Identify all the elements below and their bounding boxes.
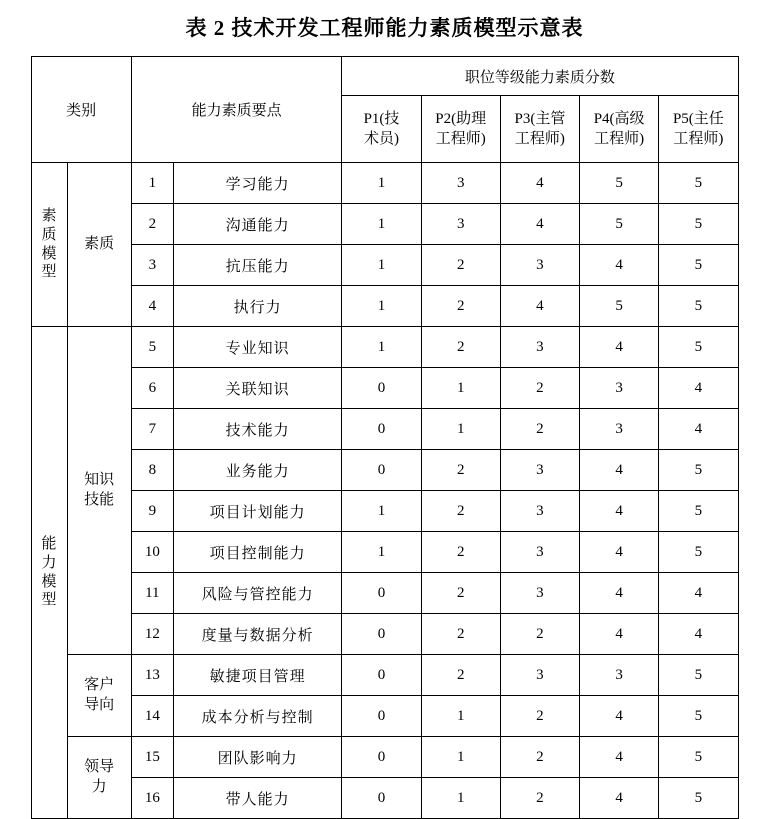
page-title: 表 2 技术开发工程师能力素质模型示意表 (185, 16, 584, 40)
header-level-p4-line1: P4(高级 (593, 110, 645, 127)
header-level-p2-line1: P2(助理 (435, 110, 487, 127)
table-header-row-1 (31, 57, 738, 96)
score-p3: 3 (500, 245, 579, 286)
score-p4: 5 (580, 204, 659, 245)
score-p1: 0 (342, 573, 421, 614)
header-level-p3 (500, 96, 579, 163)
row-index: 9 (131, 491, 173, 532)
score-p1: 0 (342, 614, 421, 655)
row-item: 项目控制能力 (173, 532, 341, 573)
row-item: 沟通能力 (173, 204, 341, 245)
score-p4: 4 (580, 327, 659, 368)
group-cell-3: 领导 力 (67, 737, 131, 819)
score-p4: 4 (580, 245, 659, 286)
score-p3: 3 (500, 532, 579, 573)
row-index: 3 (131, 245, 173, 286)
score-p4: 3 (580, 409, 659, 450)
row-index: 8 (131, 450, 173, 491)
row-item: 专业知识 (173, 327, 341, 368)
row-index: 12 (131, 614, 173, 655)
score-p1: 1 (342, 532, 421, 573)
header-level-p2 (421, 96, 500, 163)
score-p5: 5 (659, 204, 738, 245)
score-p5: 4 (659, 409, 738, 450)
row-item: 学习能力 (173, 163, 341, 204)
header-level-p1-line1: P1(技 (363, 110, 400, 127)
score-p4: 4 (580, 573, 659, 614)
score-p5: 5 (659, 737, 738, 778)
row-item: 执行力 (173, 286, 341, 327)
score-p5: 5 (659, 286, 738, 327)
header-level-p1-line2: 术员) (363, 131, 399, 147)
score-p2: 3 (421, 163, 500, 204)
header-level-p4-line2: 工程师) (594, 131, 645, 147)
header-level-group: 职位等级能力素质分数 (342, 57, 738, 96)
table-row (31, 491, 738, 532)
table-row (31, 163, 738, 204)
score-p1: 0 (342, 655, 421, 696)
score-p1: 0 (342, 450, 421, 491)
row-item: 业务能力 (173, 450, 341, 491)
score-p5: 5 (659, 163, 738, 204)
row-index: 16 (131, 778, 173, 819)
row-index: 2 (131, 204, 173, 245)
score-p2: 2 (421, 614, 500, 655)
score-p3: 2 (500, 614, 579, 655)
score-p4: 4 (580, 778, 659, 819)
score-p2: 2 (421, 286, 500, 327)
row-index: 14 (131, 696, 173, 737)
score-p3: 3 (500, 450, 579, 491)
table-row (31, 532, 738, 573)
score-p5: 5 (659, 696, 738, 737)
score-p2: 2 (421, 532, 500, 573)
table-row (31, 245, 738, 286)
score-p2: 2 (421, 450, 500, 491)
score-p4: 4 (580, 696, 659, 737)
score-p1: 0 (342, 368, 421, 409)
competency-matrix-table (31, 56, 739, 819)
score-p4: 5 (580, 286, 659, 327)
row-item: 抗压能力 (173, 245, 341, 286)
header-level-p3-line1: P3(主管 (514, 110, 566, 127)
row-index: 15 (131, 737, 173, 778)
score-p3: 3 (500, 491, 579, 532)
score-p1: 0 (342, 696, 421, 737)
table-row (31, 573, 738, 614)
table-row (31, 327, 738, 368)
score-p3: 4 (500, 286, 579, 327)
score-p1: 1 (342, 491, 421, 532)
score-p2: 2 (421, 245, 500, 286)
score-p5: 5 (659, 245, 738, 286)
header-level-p5-line2: 工程师) (673, 131, 724, 147)
row-index: 6 (131, 368, 173, 409)
score-p4: 5 (580, 163, 659, 204)
score-p2: 2 (421, 491, 500, 532)
header-level-p2-line2: 工程师) (435, 131, 486, 147)
score-p1: 1 (342, 163, 421, 204)
model-cell-0: 素 质 模 型 (31, 163, 67, 327)
table-row (31, 409, 738, 450)
table-row (31, 737, 738, 778)
score-p4: 4 (580, 737, 659, 778)
score-p4: 4 (580, 532, 659, 573)
score-p3: 2 (500, 778, 579, 819)
score-p1: 1 (342, 245, 421, 286)
score-p5: 4 (659, 614, 738, 655)
score-p5: 5 (659, 491, 738, 532)
group-cell-0: 素质 (67, 163, 131, 327)
row-item: 风险与管控能力 (173, 573, 341, 614)
group-cell-2: 客户 导向 (67, 655, 131, 737)
score-p3: 2 (500, 409, 579, 450)
table-row (31, 450, 738, 491)
row-item: 关联知识 (173, 368, 341, 409)
score-p5: 5 (659, 532, 738, 573)
score-p2: 2 (421, 327, 500, 368)
score-p2: 1 (421, 368, 500, 409)
score-p5: 5 (659, 778, 738, 819)
group-cell-1: 知识 技能 (67, 327, 131, 655)
score-p3: 3 (500, 573, 579, 614)
table-row (31, 655, 738, 696)
table-row (31, 696, 738, 737)
row-item: 带人能力 (173, 778, 341, 819)
table-row (31, 286, 738, 327)
score-p2: 1 (421, 409, 500, 450)
header-level-p5 (659, 96, 738, 163)
score-p3: 2 (500, 368, 579, 409)
score-p5: 5 (659, 655, 738, 696)
score-p4: 3 (580, 655, 659, 696)
row-index: 1 (131, 163, 173, 204)
score-p5: 4 (659, 368, 738, 409)
row-index: 5 (131, 327, 173, 368)
score-p5: 4 (659, 573, 738, 614)
score-p3: 4 (500, 204, 579, 245)
table-row (31, 204, 738, 245)
score-p2: 1 (421, 696, 500, 737)
header-competency-point: 能力素质要点 (131, 57, 342, 163)
table-row (31, 614, 738, 655)
score-p4: 4 (580, 614, 659, 655)
score-p2: 2 (421, 655, 500, 696)
header-level-p5-line1: P5(主任 (672, 110, 724, 127)
score-p4: 4 (580, 450, 659, 491)
score-p1: 1 (342, 204, 421, 245)
header-level-p1 (342, 96, 421, 163)
score-p2: 1 (421, 737, 500, 778)
row-item: 团队影响力 (173, 737, 341, 778)
score-p3: 2 (500, 737, 579, 778)
table-row (31, 778, 738, 819)
score-p3: 3 (500, 327, 579, 368)
score-p3: 4 (500, 163, 579, 204)
score-p2: 2 (421, 573, 500, 614)
header-level-p3-line2: 工程师) (514, 131, 565, 147)
score-p3: 3 (500, 655, 579, 696)
row-index: 7 (131, 409, 173, 450)
score-p1: 0 (342, 737, 421, 778)
score-p1: 1 (342, 286, 421, 327)
row-item: 度量与数据分析 (173, 614, 341, 655)
header-category: 类别 (31, 57, 131, 163)
score-p1: 0 (342, 778, 421, 819)
row-index: 13 (131, 655, 173, 696)
score-p2: 3 (421, 204, 500, 245)
row-item: 技术能力 (173, 409, 341, 450)
score-p5: 5 (659, 327, 738, 368)
score-p3: 2 (500, 696, 579, 737)
score-p4: 3 (580, 368, 659, 409)
row-item: 成本分析与控制 (173, 696, 341, 737)
score-p1: 0 (342, 409, 421, 450)
row-index: 10 (131, 532, 173, 573)
score-p1: 1 (342, 327, 421, 368)
score-p2: 1 (421, 778, 500, 819)
row-item: 项目计划能力 (173, 491, 341, 532)
row-index: 4 (131, 286, 173, 327)
score-p4: 4 (580, 491, 659, 532)
score-p5: 5 (659, 450, 738, 491)
row-index: 11 (131, 573, 173, 614)
model-cell-1: 能 力 模 型 (31, 327, 67, 819)
table-row (31, 368, 738, 409)
header-level-p4 (580, 96, 659, 163)
row-item: 敏捷项目管理 (173, 655, 341, 696)
